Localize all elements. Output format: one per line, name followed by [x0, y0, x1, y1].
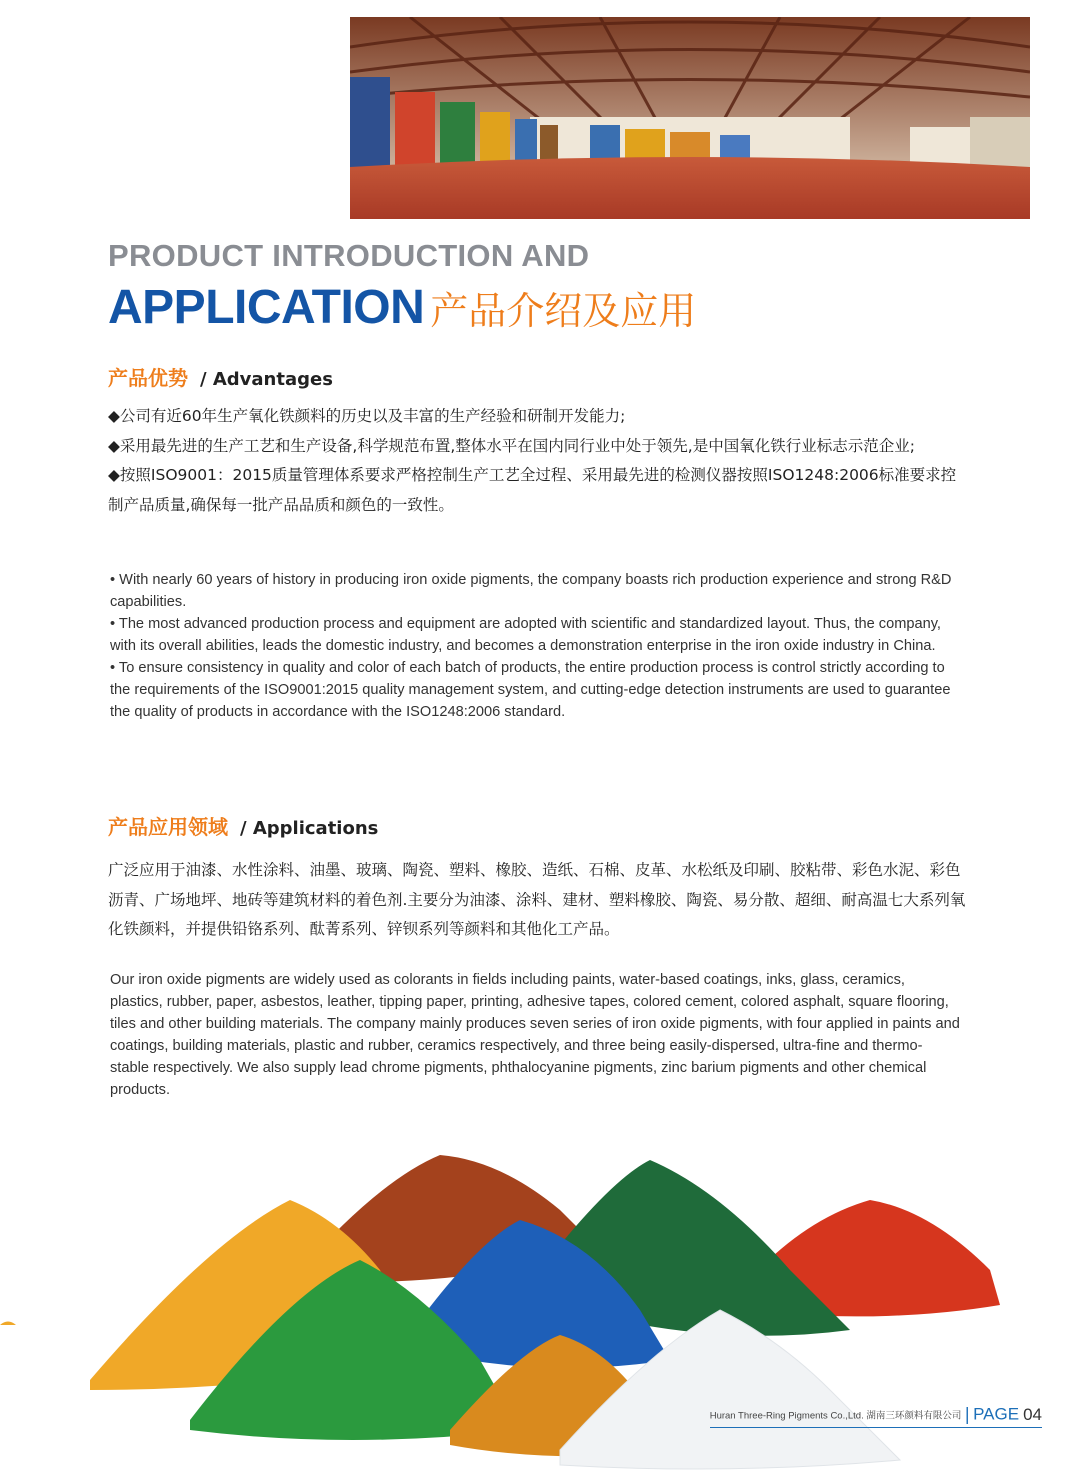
advantages-en-item: • To ensure consistency in quality and color of each batch of products, the entire production process is control strictly according to the requirements of the ISO9001:2015 quality management system, and cutting-edge detection instruments are used to guarantee the quality of products in accordance with the ISO1248:2006 standard. — [110, 660, 951, 720]
headline-line1: PRODUCT INTRODUCTION AND — [108, 238, 590, 273]
advantages-title-en: / Advantages — [200, 369, 333, 390]
advantages-title — [108, 362, 333, 391]
advantages-cn-item: ◆按照ISO9001：2015质量管理体系要求严格控制生产工艺全过程、采用最先进的检测仪器按照ISO1248:2006标准要求控制产品质量,确保每一批产品品质和颜色的一致性。 — [108, 466, 957, 514]
footer-separator: | — [964, 1404, 971, 1425]
applications-title — [108, 811, 378, 840]
advantages-en-text — [110, 569, 960, 723]
applications-en-paragraph: Our iron oxide pigments are widely used as colorants in fields including paints, water-based coatings, inks, glass, ceramics, plastics, rubber, paper, asbestos, leather, tipping paper, printing, adhesive tapes, colored cement, colored asphalt, square flooring, tiles and other building materials. The company mainly produces seven series of iron oxide pigments, with four applied in paints and coatings, building materials, plastic and rubber, ceramics respectively, and three being easily-dispersed, ultra-fine and thermo-stable respectively. We also supply lead chrome pigments, phthalocyanine pigments, zinc barium pigments and other chemical products. — [110, 972, 960, 1098]
applications-cn-text — [108, 856, 968, 945]
pigment-piles-image — [0, 1130, 1080, 1483]
footer-page-number: 04 — [1023, 1404, 1042, 1424]
footer-company: Huran Three-Ring Pigments Co.,Ltd. 湖南三环颜料有限公司 — [709, 1410, 962, 1422]
applications-title-en: / Applications — [240, 818, 379, 839]
advantages-title-cn: 产品优势 — [108, 366, 188, 390]
warehouse-photo — [350, 17, 1030, 219]
advantages-cn-item: ◆公司有近60年生产氧化铁颜料的历史以及丰富的生产经验和研制开发能力; — [108, 407, 626, 425]
advantages-en-item: • The most advanced production process and equipment are adopted with scientific and standardized layout. Thus, the company, with its overall abilities, leads the domestic industry, and becomes a demonstration enterprise in the iron oxide industry in China. — [110, 616, 941, 654]
applications-en-text — [110, 969, 960, 1101]
applications-title-cn: 产品应用领域 — [108, 815, 228, 839]
headline-application: APPLICATION — [108, 281, 425, 334]
advantages-en-item: • With nearly 60 years of history in producing iron oxide pigments, the company boasts rich production experience and strong R&D capabilities. — [110, 572, 952, 610]
applications-cn-paragraph: 广泛应用于油漆、水性涂料、油墨、玻璃、陶瓷、塑料、橡胶、造纸、石棉、皮革、水松纸及印刷、胶粘带、彩色水泥、彩色沥青、广场地坪、地砖等建筑材料的着色剂.主要分为油漆、涂料、建材、塑料橡胶、陶瓷、易分散、超细、耐高温七大系列氧化铁颜料，并提供铅铬系列、酞菁系列、锌钡系列等颜料和其他化工产品。 — [108, 861, 966, 938]
page-footer — [710, 1404, 1042, 1428]
headline-line2 — [108, 280, 696, 335]
headline-chinese: 产品介绍及应用 — [430, 289, 697, 333]
footer-page-label: PAGE — [973, 1404, 1020, 1424]
advantages-cn-text — [108, 402, 968, 520]
advantages-cn-item: ◆采用最先进的生产工艺和生产设备,科学规范布置,整体水平在国内同行业中处于领先,是中国氧化铁行业标志示范企业; — [108, 436, 915, 455]
